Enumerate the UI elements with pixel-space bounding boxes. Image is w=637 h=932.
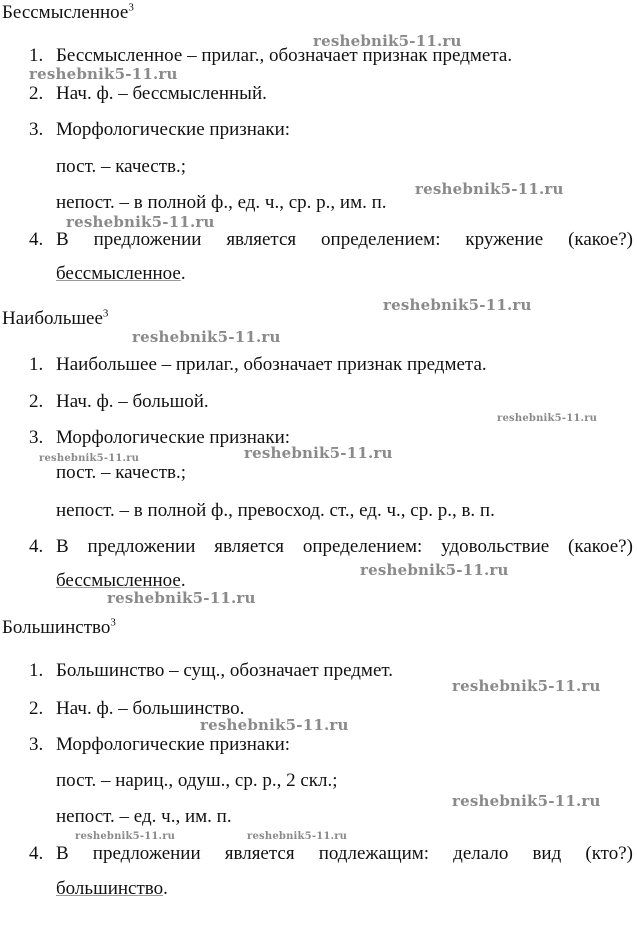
answer-line: [56, 263, 186, 285]
sub-item-text: непост. – в полной ф., ед. ч., ср. р., им. п.: [56, 192, 387, 213]
item-number: 1.: [29, 354, 44, 375]
section-heading: [2, 2, 134, 24]
word: предложении: [92, 843, 201, 864]
item-text: Морфологические признаки:: [56, 119, 291, 140]
sub-item-text: пост. – качеств.;: [56, 156, 187, 177]
word: удовольствие: [441, 536, 550, 557]
word: является: [214, 536, 285, 557]
answer-punct: .: [180, 263, 186, 284]
watermark: reshebnik5-11.ru: [247, 831, 348, 842]
item-text: Морфологические признаки:: [56, 734, 291, 755]
item-text: Нач. ф. – большой.: [56, 391, 209, 412]
item-number: 4.: [29, 843, 44, 864]
item-number: 2.: [29, 698, 44, 719]
sub-item-text: непост. – в полной ф., превосход. ст., ед. ч., ср. р., в. п.: [56, 500, 495, 521]
word: (какое?): [568, 536, 633, 557]
item-number: 2.: [29, 391, 44, 412]
item-number: 4.: [29, 229, 44, 250]
word: вид: [532, 843, 562, 864]
watermark: reshebnik5-11.ru: [452, 677, 601, 695]
watermark: reshebnik5-11.ru: [452, 792, 601, 810]
section-heading: [2, 308, 108, 330]
item-text: Нач. ф. – большинство.: [56, 698, 245, 719]
heading-text: Наибольшее: [2, 308, 103, 329]
watermark: reshebnik5-11.ru: [497, 413, 598, 424]
heading-superscript: 3: [102, 307, 109, 320]
item-text: Бессмысленное – прилаг., обозначает признак предмета.: [56, 45, 513, 66]
watermark: reshebnik5-11.ru: [132, 328, 281, 346]
watermark: reshebnik5-11.ru: [29, 65, 178, 83]
heading-superscript: 3: [128, 1, 134, 14]
watermark: reshebnik5-11.ru: [415, 180, 564, 198]
watermark: reshebnik5-11.ru: [39, 453, 140, 464]
item-number: 2.: [29, 83, 44, 104]
word: В: [56, 536, 69, 557]
answer-word: большинство: [56, 878, 164, 899]
word: подлежащим:: [318, 843, 430, 864]
item-number: 3.: [29, 427, 44, 448]
item-number: 1.: [29, 45, 44, 66]
word: делало: [453, 843, 509, 864]
item-number: 4.: [29, 536, 44, 557]
watermark: reshebnik5-11.ru: [383, 296, 532, 314]
item-number: 3.: [29, 119, 44, 140]
item-text: Морфологические признаки:: [56, 427, 291, 448]
sub-item-text: пост. – нариц., одуш., ср. р., 2 скл.;: [56, 770, 338, 791]
word: предложении: [93, 229, 202, 250]
heading-text: Бессмысленное: [2, 2, 129, 23]
item-number: 3.: [29, 734, 44, 755]
section-heading: [2, 617, 116, 639]
sub-item-text: пост. – качеств.;: [56, 462, 187, 483]
word: определением:: [321, 229, 441, 250]
item-text-justified: [56, 536, 633, 558]
answer-word: бессмысленное: [56, 570, 181, 591]
watermark: reshebnik5-11.ru: [66, 213, 215, 231]
answer-word: бессмысленное: [56, 263, 181, 284]
watermark: reshebnik5-11.ru: [107, 589, 256, 607]
watermark: reshebnik5-11.ru: [244, 444, 393, 462]
word: определением:: [302, 536, 423, 557]
word: кружение: [465, 229, 544, 250]
watermark: reshebnik5-11.ru: [360, 561, 509, 579]
item-text-justified: [56, 229, 633, 251]
watermark: reshebnik5-11.ru: [200, 716, 349, 734]
word: является: [224, 843, 295, 864]
item-text: Наибольшее – прилаг., обозначает признак предмета.: [56, 354, 487, 375]
watermark: reshebnik5-11.ru: [313, 32, 462, 50]
word: предложении: [87, 536, 196, 557]
word: В: [56, 229, 69, 250]
word: (какое?): [568, 229, 633, 250]
answer-line: [56, 878, 168, 900]
heading-text: Большинство: [2, 617, 111, 638]
word: В: [56, 843, 69, 864]
item-text: Нач. ф. – бессмысленный.: [56, 83, 267, 104]
heading-superscript: 3: [110, 616, 116, 629]
item-text: Большинство – сущ., обозначает предмет.: [56, 660, 393, 681]
watermark: reshebnik5-11.ru: [75, 831, 176, 842]
word: (кто?): [585, 843, 633, 864]
answer-punct: .: [180, 570, 186, 591]
item-number: 1.: [29, 660, 44, 681]
item-text-justified: [56, 843, 633, 865]
sub-item-text: непост. – ед. ч., им. п.: [56, 806, 232, 827]
answer-punct: .: [163, 878, 168, 899]
word: является: [226, 229, 297, 250]
